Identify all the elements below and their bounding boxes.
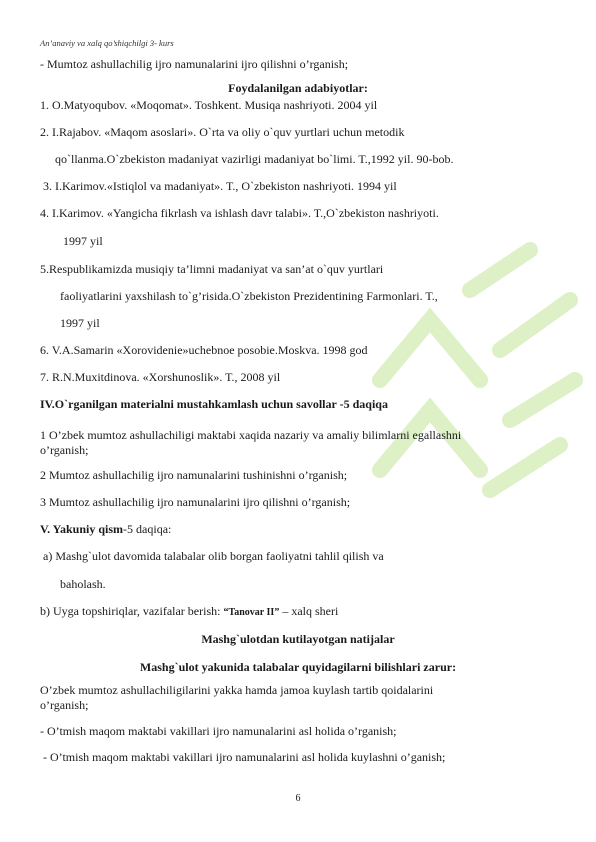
reference-item-continued: faoliyatlarini yaxshilash to`g’risida.O`zbekiston Prezidentining Farmonlari. T., — [60, 289, 438, 303]
question-item: 1 O’zbek mumtoz ashullachiligi maktabi xaqida nazariy va amaliy bilimlarni egallashni — [40, 428, 462, 442]
text-line: - Mumtoz ashullachilig ijro namunalarini ijro qilishni o’rganish; — [40, 57, 349, 71]
result-item: - O’tmish maqom maktabi vakillari ijro namunalarini asl holida o’rganish; — [40, 724, 397, 738]
reference-item: 7. R.N.Muxitdinova. «Xorshunoslik». T., 2008 yil — [40, 370, 281, 384]
list-item-continued: baholash. — [60, 577, 106, 591]
reference-item-continued: qo`llanma.O`zbekiston madaniyat vazirligi madaniyat bo`limi. T.,1992 yil. 90-bob. — [55, 152, 454, 166]
reference-item: 3. I.Karimov.«Istiqlol va madaniyat». T., O`zbekiston nashriyoti. 1994 yil — [43, 179, 397, 193]
reference-item: 4. I.Karimov. «Yangicha fikrlash va ishlash davr talabi». T.,O`zbekiston nashriyoti. — [40, 206, 439, 220]
homework-line — [40, 604, 338, 620]
homework-note: – xalq sheri — [279, 604, 339, 618]
reference-item: 2. I.Rajabov. «Maqom asoslari». O`rta va oliy o`quv yurtlari uchun metodik — [40, 125, 405, 139]
reference-item: 1. O.Matyoqubov. «Moqomat». Toshkent. Musiqa nashriyoti. 2004 yil — [40, 98, 378, 112]
result-item-continued: o’rganish; — [40, 698, 89, 712]
section-duration: -5 daqiqa: — [123, 522, 172, 536]
section-heading: Mashg`ulot yakunida talabalar quyidagilarni bilishlari zarur: — [139, 660, 457, 674]
reference-item-continued: 1997 yil — [63, 234, 103, 248]
homework-title: “Tanovar II” — [223, 607, 280, 618]
section-heading: Mashg`ulotdan kutilayotgan natijalar — [201, 632, 395, 646]
homework-label: b) Uyga topshiriqlar, vazifalar berish: — [40, 604, 224, 618]
question-item: 3 Mumtoz ashullachilig ijro namunalarini ijro qilishni o’rganish; — [40, 495, 351, 509]
section-heading: V. Yakuniy qism — [40, 522, 124, 536]
reference-item: 5.Respublikamizda musiqiy ta’limni madaniyat va san’at o`quv yurtlari — [40, 262, 384, 276]
section-heading: Foydalanilgan adabiyotlar: — [228, 81, 368, 95]
page-number: 6 — [295, 793, 301, 804]
reference-item-continued: 1997 yil — [60, 316, 100, 330]
list-item: a) Mashg`ulot davomida talabalar olib borgan faoliyatni tahlil qilish va — [43, 549, 384, 563]
question-item: 2 Mumtoz ashullachilig ijro namunalarini tushinishni o’rganish; — [40, 468, 348, 482]
reference-item: 6. V.A.Samarin «Xorovidenie»uchebnoe posobie.Moskva. 1998 god — [40, 343, 368, 357]
watermark-logo — [360, 230, 590, 550]
result-item: - O’tmish maqom maktabi vakillari ijro namunalarini asl holida kuylashni o’ganish; — [43, 750, 446, 764]
question-item-continued: o’rganish; — [40, 443, 89, 457]
section-heading: IV.O`rganilgan materialni mustahkamlash uchun savollar -5 daqiqa — [40, 397, 388, 411]
running-header: An’anaviy va xalq qo’shiqchilgi 3- kurs — [40, 38, 174, 48]
result-item: O’zbek mumtoz ashullachiligilarini yakka hamda jamoa kuylash tartib qoidalarini — [40, 683, 434, 697]
section-heading-line — [40, 522, 171, 536]
